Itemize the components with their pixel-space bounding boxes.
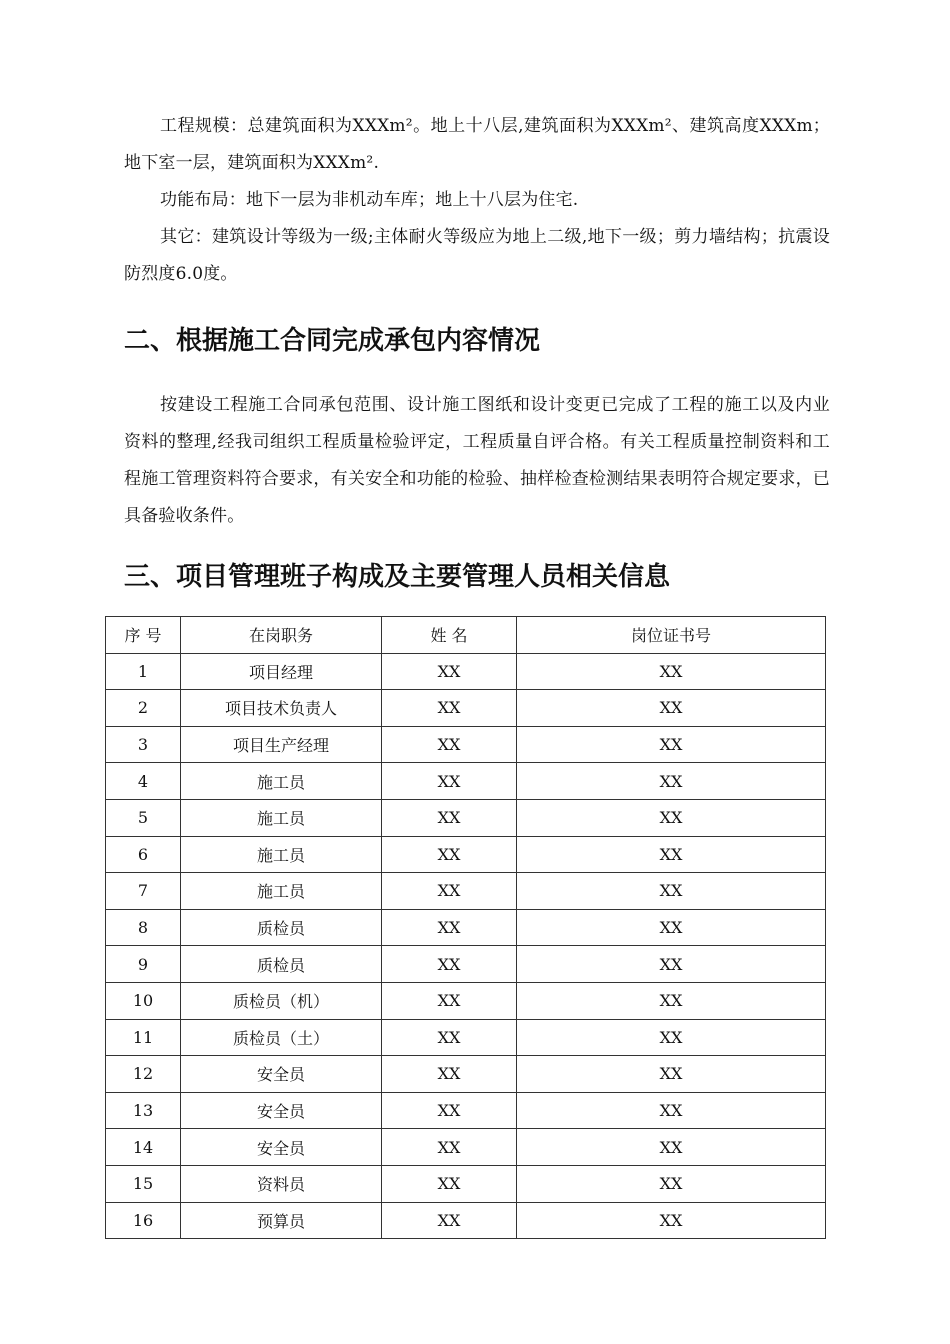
cell-name: XX	[382, 909, 517, 946]
project-scale-paragraph: 工程规模：总建筑面积为XXXm²。地上十八层,建筑面积为XXXm²、建筑高度XXXm；地下室一层，建筑面积为XXXm².	[124, 116, 830, 173]
table-row	[106, 653, 826, 690]
section-three-heading: 三、项目管理班子构成及主要管理人员相关信息	[124, 562, 671, 592]
cell-certificate: XX	[517, 1129, 826, 1166]
cell-certificate: XX	[517, 909, 826, 946]
cell-index: 13	[106, 1092, 181, 1129]
cell-position: 项目技术负责人	[181, 690, 382, 727]
contract-completion-paragraph: 按建设工程施工合同承包范围、设计施工图纸和设计变更已完成了工程的施工以及内业资料的整理,经我司组织工程质量检验评定，工程质量自评合格。有关工程质量控制资料和工程施工管理资料符合要求，有关安全和功能的检验、抽样检查检测结果表明符合规定要求，已具备验收条件。	[124, 395, 830, 526]
section-two-heading: 二、根据施工合同完成承包内容情况	[124, 326, 541, 356]
cell-position: 安全员	[181, 1092, 382, 1129]
table-row	[106, 1129, 826, 1166]
table-row	[106, 763, 826, 800]
cell-index: 5	[106, 799, 181, 836]
table-row	[106, 799, 826, 836]
cell-name: XX	[382, 799, 517, 836]
cell-index: 15	[106, 1165, 181, 1202]
document-body	[124, 108, 830, 623]
cell-certificate: XX	[517, 1056, 826, 1093]
table-row	[106, 982, 826, 1019]
cell-position: 施工员	[181, 873, 382, 910]
cell-position: 质检员（机）	[181, 982, 382, 1019]
header-index: 序 号	[106, 617, 181, 654]
cell-certificate: XX	[517, 982, 826, 1019]
cell-name: XX	[382, 690, 517, 727]
cell-certificate: XX	[517, 1202, 826, 1239]
cell-position: 安全员	[181, 1056, 382, 1093]
cell-certificate: XX	[517, 763, 826, 800]
table-row	[106, 1165, 826, 1202]
cell-index: 1	[106, 653, 181, 690]
cell-certificate: XX	[517, 1092, 826, 1129]
cell-name: XX	[382, 1165, 517, 1202]
table-row	[106, 726, 826, 763]
cell-name: XX	[382, 726, 517, 763]
cell-name: XX	[382, 1129, 517, 1166]
cell-index: 7	[106, 873, 181, 910]
cell-position: 项目经理	[181, 653, 382, 690]
cell-position: 安全员	[181, 1129, 382, 1166]
cell-name: XX	[382, 873, 517, 910]
cell-certificate: XX	[517, 726, 826, 763]
cell-position: 质检员	[181, 909, 382, 946]
cell-index: 16	[106, 1202, 181, 1239]
cell-name: XX	[382, 836, 517, 873]
cell-index: 14	[106, 1129, 181, 1166]
table-row	[106, 1019, 826, 1056]
cell-certificate: XX	[517, 1165, 826, 1202]
cell-index: 11	[106, 1019, 181, 1056]
cell-index: 4	[106, 763, 181, 800]
cell-index: 10	[106, 982, 181, 1019]
cell-name: XX	[382, 763, 517, 800]
table-row	[106, 836, 826, 873]
header-position: 在岗职务	[181, 617, 382, 654]
cell-certificate: XX	[517, 799, 826, 836]
other-info-paragraph: 其它：建筑设计等级为一级;主体耐火等级应为地上二级,地下一级；剪力墙结构；抗震设防烈度6.0度。	[124, 227, 830, 284]
cell-name: XX	[382, 982, 517, 1019]
cell-position: 项目生产经理	[181, 726, 382, 763]
cell-index: 3	[106, 726, 181, 763]
cell-certificate: XX	[517, 653, 826, 690]
table-row	[106, 690, 826, 727]
cell-position: 施工员	[181, 799, 382, 836]
cell-position: 质检员	[181, 946, 382, 983]
cell-certificate: XX	[517, 836, 826, 873]
cell-name: XX	[382, 1202, 517, 1239]
cell-position: 预算员	[181, 1202, 382, 1239]
cell-index: 12	[106, 1056, 181, 1093]
table-row	[106, 909, 826, 946]
cell-certificate: XX	[517, 690, 826, 727]
cell-certificate: XX	[517, 1019, 826, 1056]
table-row	[106, 1056, 826, 1093]
cell-index: 2	[106, 690, 181, 727]
table-row	[106, 1092, 826, 1129]
table-row	[106, 873, 826, 910]
cell-position: 质检员（土）	[181, 1019, 382, 1056]
cell-index: 8	[106, 909, 181, 946]
cell-position: 施工员	[181, 763, 382, 800]
cell-position: 资料员	[181, 1165, 382, 1202]
header-certificate: 岗位证书号	[517, 617, 826, 654]
cell-certificate: XX	[517, 873, 826, 910]
cell-position: 施工员	[181, 836, 382, 873]
cell-name: XX	[382, 1092, 517, 1129]
cell-index: 6	[106, 836, 181, 873]
header-name: 姓 名	[382, 617, 517, 654]
cell-name: XX	[382, 653, 517, 690]
cell-name: XX	[382, 1056, 517, 1093]
table-header-row	[106, 617, 826, 654]
cell-name: XX	[382, 1019, 517, 1056]
cell-name: XX	[382, 946, 517, 983]
cell-index: 9	[106, 946, 181, 983]
table-row	[106, 946, 826, 983]
table-row	[106, 1202, 826, 1239]
cell-certificate: XX	[517, 946, 826, 983]
staff-table	[105, 616, 826, 1239]
function-layout-paragraph: 功能布局：地下一层为非机动车库；地上十八层为住宅.	[160, 190, 579, 210]
